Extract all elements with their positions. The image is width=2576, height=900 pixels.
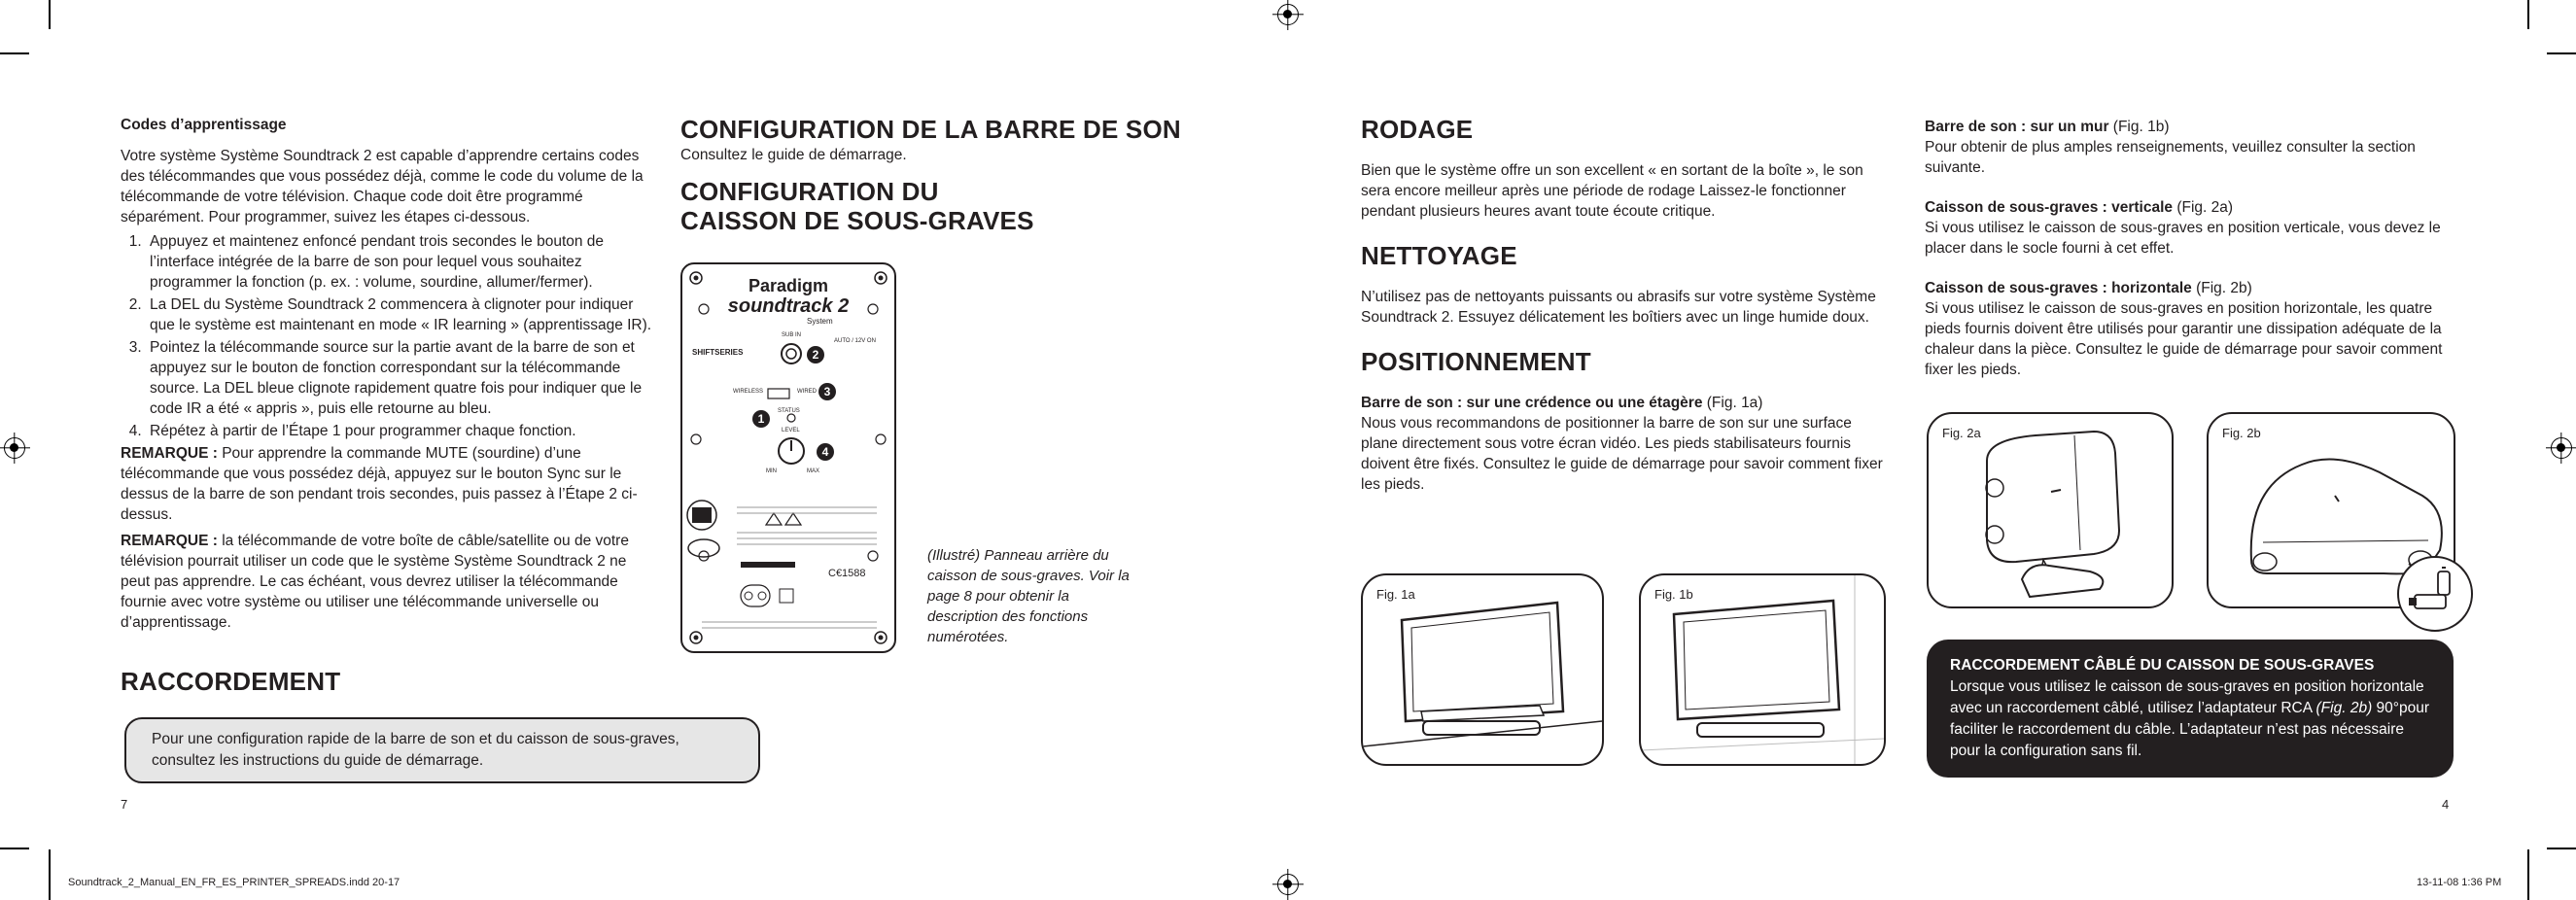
horizontal-label: Caisson de sous-graves : horizontale [1925, 280, 2192, 296]
remark-text: Pour apprendre la commande MUTE (sourdine) d’une télécommande que vous possédez déjà, appuyez sur le bouton Sync sur le dessus de la barre de son pendant trois secondes, puis passez à l’Étape 2 ci-dessus. [121, 445, 638, 523]
panel-callout-4: 4 [817, 443, 834, 461]
panel-auto-label: AUTO / 12V ON [834, 338, 876, 344]
panel-wireless: WIRELESS [733, 389, 764, 395]
learning-steps-list [121, 231, 657, 441]
crop-mark [0, 848, 29, 849]
vertical-text: Si vous utilisez le caisson de sous-graves en position verticale, vous devez le placer dans le socle fourni à cet effet. [1925, 220, 2441, 257]
mounting-section [1925, 117, 2469, 380]
page-number-right: 4 [2442, 797, 2450, 812]
crop-mark [2547, 52, 2576, 54]
learning-codes-intro: Votre système Système Soundtrack 2 est capable d’apprendre certains codes des télécommandes que vous possédez déjà, comme le code du volume de la télécommande de votre télévision. Chaque code doit être programmé séparément. Pour programmer, suivez les étapes ci-dessous. [121, 148, 644, 225]
vertical-ref: (Fig. 2a) [2173, 199, 2234, 216]
panel-sub-in: SUB IN [782, 332, 802, 338]
crop-mark [0, 52, 29, 54]
list-item: 3. Pointez la télécommande source sur la partie avant de la barre de son et appuyez sur le bouton de fonction correspondant sur la télécommande source. La DEL bleue clignote rapidement quatre fois pour indiquer que le code IR a été « appris », puis elle retourne au bleu. [146, 337, 657, 419]
panel-ce-mark: C€1588 [828, 568, 866, 579]
horizontal-text: Si vous utilisez le caisson de sous-graves en position horizontale, les quatre pieds fournis doivent être utilisés pour garantir une dissipation adéquate de la chaleur dans la pièce. Consultez le guide de démarrage pour savoir comment fixer les pieds. [1925, 300, 2443, 378]
positioning-heading: POSITIONNEMENT [1361, 347, 1591, 376]
learning-codes-title: Codes d’apprentissage [121, 117, 287, 133]
panel-system: System [807, 317, 833, 326]
figure-1b [1639, 573, 1886, 766]
setup-section [680, 115, 1225, 235]
horizontal-ref: (Fig. 2b) [2191, 280, 2252, 296]
figure-label: Fig. 1a [1376, 587, 1415, 602]
wired-connection-callout [1927, 640, 2454, 778]
wall-label: Barre de son : sur un mur [1925, 119, 2109, 135]
wall-text: Pour obtenir de plus amples renseignements, veuillez consulter la section suivante. [1925, 139, 2416, 176]
cleaning-text: N’utilisez pas de nettoyants puissants ou abrasifs sur votre système Système Soundtrack 2. Essuyez délicatement les boîtiers avec un linge humide doux. [1361, 289, 1876, 326]
registration-mark-icon [2551, 437, 2572, 459]
wired-callout-text [1950, 676, 2430, 762]
wall-paragraph [1925, 117, 2469, 178]
break-in-text: Bien que le système offre un son excellent « en sortant de la boîte », le son sera encore meilleur après une période de rodage Laissez-le fonctionner pendant plusieurs heures avant toute écoute critique. [1361, 162, 1863, 220]
panel-brand: Paradigm [748, 276, 829, 295]
wired-text-part: 90°pour faciliter le raccordement du câble. L’adaptateur n’est pas nécessaire pour la configuration sans fil. [1950, 700, 2430, 759]
list-item: 4. Répétez à partir de l’Étape 1 pour programmer chaque fonction. [146, 421, 657, 441]
list-item: 2. La DEL du Système Soundtrack 2 commencera à clignoter pour indiquer que le système est maintenant en mode « IR learning » (apprentissage IR). [146, 294, 657, 335]
tv-wall-illustration [1641, 575, 1884, 764]
panel-callout-3: 3 [818, 383, 836, 400]
tv-shelf-illustration [1363, 575, 1602, 764]
vertical-label: Caisson de sous-graves : verticale [1925, 199, 2174, 216]
heading-line: CONFIGURATION DU [680, 177, 939, 206]
panel-callout-2: 2 [807, 346, 824, 363]
shelf-text: Nous vous recommandons de positionner la barre de son sur une surface plane directement sous votre écran vidéo. Les pieds stabilisateurs fournis doivent être fixés. Consultez le guide de démarrage pour savoir comment fixer les pieds. [1361, 415, 1883, 493]
soundbar-setup-sub: Consultez le guide de démarrage. [680, 147, 907, 163]
wired-fig-ref: (Fig. 2b) [2315, 700, 2373, 716]
connection-callout: Pour une configuration rapide de la barre de son et du caisson de sous-graves, consultez les instructions du guide de démarrage. [124, 717, 760, 783]
subwoofer-setup-heading [680, 177, 1225, 235]
figure-1a [1361, 573, 1604, 766]
rca-adapter-inset [2397, 556, 2473, 632]
break-in-section [1361, 115, 1888, 495]
wired-text-part: Lorsque vous utilisez le caisson de sous-graves en position horizontale avec un raccordement câblé, utilisez l’adaptateur RCA [1950, 678, 2424, 716]
slug-filename: Soundtrack_2_Manual_EN_FR_ES_PRINTER_SPREADS.indd 20-17 [68, 877, 400, 888]
horizontal-paragraph [1925, 278, 2469, 380]
remark-2 [121, 531, 657, 633]
panel-graphics [682, 264, 894, 651]
crop-mark [2527, 849, 2529, 900]
wall-ref: (Fig. 1b) [2108, 119, 2170, 135]
figure-2a [1927, 412, 2174, 608]
wired-callout-title: RACCORDEMENT CÂBLÉ DU CAISSON DE SOUS-GRAVES [1950, 657, 2375, 674]
subwoofer-vertical-illustration [1929, 414, 2172, 606]
crop-mark [2547, 848, 2576, 849]
remark-label: REMARQUE : [121, 445, 218, 462]
figure-label: Fig. 1b [1654, 587, 1693, 602]
remark-text: la télécommande de votre boîte de câble/satellite ou de votre télévision pourrait utiliser un code que le système Système Soundtrack 2 ne peut pas apprendre. Le cas échéant, vous devrez utiliser la télécommande fournie avec votre système ou utiliser une télécommande universelle ou d’apprentissage. [121, 533, 629, 631]
shelf-paragraph [1361, 393, 1888, 495]
subwoofer-rear-panel [680, 262, 896, 653]
crop-mark [2527, 0, 2529, 29]
remark-1 [121, 443, 657, 525]
shelf-ref: (Fig. 1a) [1702, 395, 1763, 411]
crop-mark [49, 0, 51, 29]
panel-status: STATUS [778, 408, 800, 414]
figure-2b [2207, 412, 2455, 608]
figure-label: Fig. 2b [2222, 426, 2261, 440]
panel-caption: (Illustré) Panneau arrière du caisson de sous-graves. Voir la page 8 pour obtenir la description des fonctions numérotées. [927, 547, 1130, 645]
panel-max: MAX [807, 468, 820, 474]
panel-wired: WIRED [797, 389, 817, 395]
shelf-label: Barre de son : sur une crédence ou une étagère [1361, 395, 1703, 411]
learning-codes-section [121, 117, 657, 633]
crop-mark [49, 849, 51, 900]
break-in-heading: RODAGE [1361, 115, 1474, 144]
remark-label: REMARQUE : [121, 533, 218, 549]
page-number-left: 7 [121, 797, 128, 812]
rca-adapter-icon [2399, 558, 2471, 630]
cleaning-heading: NETTOYAGE [1361, 241, 1517, 270]
list-item: 1. Appuyez et maintenez enfoncé pendant trois secondes le bouton de l’interface intégrée de la barre de son pour lequel vous souhaitez programmer la fonction (p. ex. : volume, sourdine, allumer/fermer). [146, 231, 657, 293]
vertical-paragraph [1925, 197, 2469, 259]
figure-label: Fig. 2a [1942, 426, 1981, 440]
heading-line: CAISSON DE SOUS-GRAVES [680, 206, 1034, 235]
registration-mark-icon [4, 437, 25, 459]
panel-series: SHIFTSERIES [692, 348, 744, 357]
panel-level: LEVEL [782, 428, 800, 433]
connection-heading: RACCORDEMENT [121, 667, 341, 696]
soundbar-setup-heading: CONFIGURATION DE LA BARRE DE SON [680, 115, 1181, 144]
registration-mark-icon [1277, 874, 1299, 895]
slug-timestamp: 13-11-08 1:36 PM [2417, 877, 2502, 888]
panel-min: MIN [766, 468, 777, 474]
panel-callout-1: 1 [752, 410, 770, 428]
registration-mark-icon [1277, 4, 1299, 25]
panel-product: soundtrack 2 [727, 295, 850, 317]
